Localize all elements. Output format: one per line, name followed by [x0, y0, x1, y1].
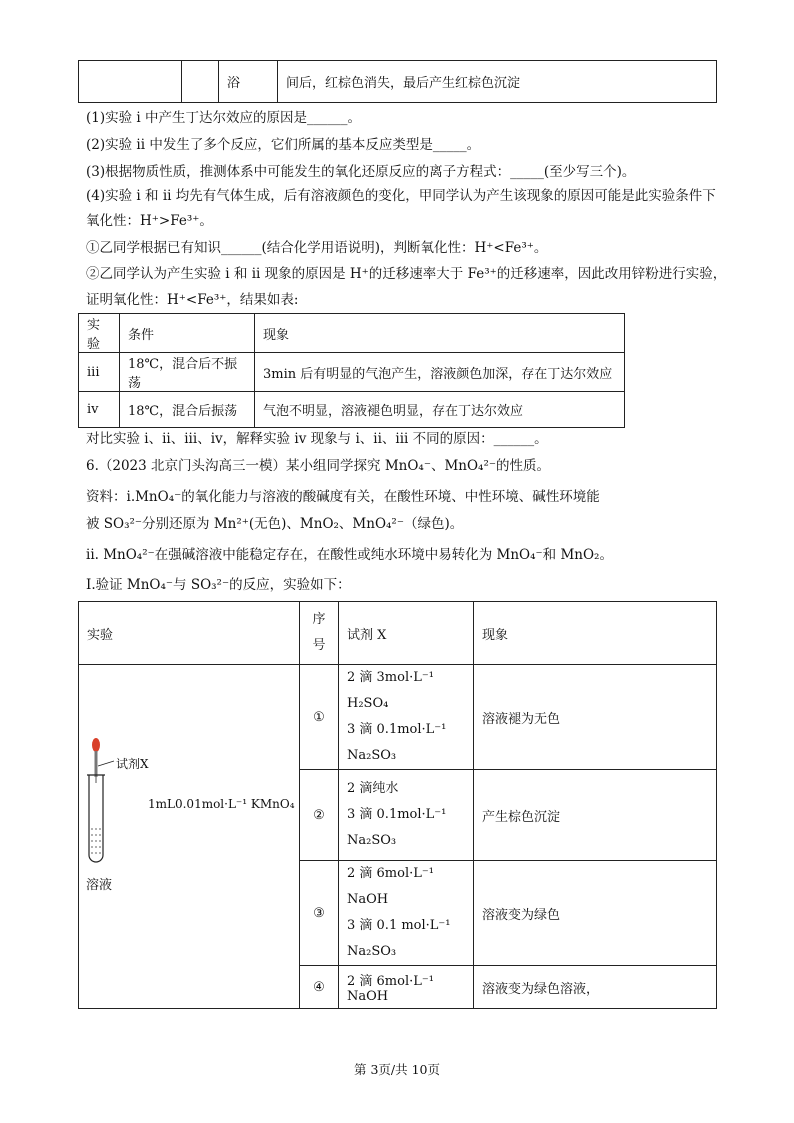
reagent-line: 3 滴 0.1 mol·L⁻¹	[347, 918, 451, 933]
seq-header: 序号	[312, 612, 326, 653]
reagent-line: 3 滴 0.1mol·L⁻¹	[347, 807, 447, 822]
question-2: (2)实验 ii 中发生了多个反应，它们所属的基本反应类型是_____。	[86, 137, 481, 153]
solution-label: 溶液	[86, 878, 113, 893]
reagent-cell: 2 滴 6mol·L⁻¹ NaOH	[339, 966, 474, 1009]
question-4-text: 氧化性：H⁺>Fe³⁺。	[86, 213, 213, 229]
reagent-line: Na₂SO₃	[347, 944, 397, 959]
reagent-line: 2 滴 6mol·L⁻¹ NaOH	[347, 866, 434, 907]
question-4-text: (4)实验 i 和 ii 均先有气体生成，后有溶液颜色的变化，甲同学认为产生该现象的原因可能是此实验条件下	[86, 188, 716, 204]
question-4-sub1: ①乙同学根据已有知识______(结合化学用语说明)，判断氧化性：H⁺<Fe³⁺。	[86, 240, 548, 256]
table-header	[300, 602, 339, 665]
reagent-line: 3 滴 0.1mol·L⁻¹	[347, 722, 447, 737]
reagent-line: 2 滴 3mol·L⁻¹ H₂SO₄	[347, 670, 434, 711]
row-number: ②	[300, 770, 339, 861]
table-row	[79, 392, 625, 428]
table-header-row	[79, 602, 717, 665]
question-1: (1)实验 i 中产生丁达尔效应的原因是______。	[86, 110, 362, 126]
table-cell: 间后，红棕色消失，最后产生红棕色沉淀	[278, 61, 717, 103]
table-cell: 18℃，混合后不振荡	[120, 353, 255, 392]
row-number: ③	[300, 861, 339, 966]
reagent-line: 2 滴纯水	[347, 781, 399, 796]
table-header: 现象	[474, 602, 717, 665]
reference-2: 被 SO₃²⁻分别还原为 Mn²⁺(无色)、MnO₂、MnO₄²⁻（绿色)。	[86, 516, 464, 532]
observation-cell: 溶液变为绿色溶液，	[474, 966, 717, 1009]
table-cell: 18℃，混合后振荡	[120, 392, 255, 428]
table-header: 实验	[79, 314, 120, 353]
table-row	[79, 61, 717, 103]
table-header: 实验	[79, 602, 300, 665]
reagent-cell	[339, 770, 474, 861]
reference-1: 资料：i.MnO₄⁻的氧化能力与溶液的酸碱度有关，在酸性环境、中性环境、碱性环境能	[86, 489, 600, 505]
table-cell	[79, 61, 182, 103]
reference-3: ii. MnO₄²⁻在强碱溶液中能稳定存在，在酸性或纯水环境中易转化为 MnO₄⁻和 MnO₂。	[86, 547, 613, 563]
table-header: 试剂 X	[339, 602, 474, 665]
reagent-line: Na₂SO₃	[347, 748, 397, 763]
table-cell: iii	[79, 353, 120, 392]
table-cell: 气泡不明显，溶液褪色明显，存在丁达尔效应	[255, 392, 625, 428]
question-3: (3)根据物质性质，推测体系中可能发生的氧化还原反应的离子方程式：_____(至少写三个)。	[86, 164, 636, 180]
kmno4-label: 1mL0.01mol·L⁻¹ KMnO₄	[148, 797, 295, 811]
question-4-sub2: ②乙同学认为产生实验 i 和 ii 现象的原因是 H⁺的迁移速率大于 Fe³⁺的迁移速率，因此改用锌粉进行实验，	[86, 266, 727, 282]
row-number: ④	[300, 966, 339, 1009]
table-cell: iv	[79, 392, 120, 428]
observation-cell: 溶液褪为无色	[474, 665, 717, 770]
table-cell: 3min 后有明显的气泡产生，溶液颜色加深，存在丁达尔效应	[255, 353, 625, 392]
conclusion-question: 对比实验 i、ii、iii、iv，解释实验 iv 现象与 i、ii、iii 不同的原因：______。	[86, 431, 548, 447]
row-number: ①	[300, 665, 339, 770]
reagent-cell	[339, 861, 474, 966]
question-6-title: 6.（2023 北京门头沟高三一模）某小组同学探究 MnO₄⁻、MnO₄²⁻的性质。	[86, 458, 550, 474]
observation-cell: 产生棕色沉淀	[474, 770, 717, 861]
test-tube-icon	[86, 735, 296, 905]
test-tube-figure	[86, 735, 296, 909]
question-4-sub2-cont: 证明氧化性：H⁺<Fe³⁺，结果如表:	[86, 292, 299, 308]
table-cell: 浴	[219, 61, 278, 103]
table-header: 现象	[255, 314, 625, 353]
observation-cell: 溶液变为绿色	[474, 861, 717, 966]
part-1-heading: I.验证 MnO₄⁻与 SO₃²⁻的反应，实验如下：	[86, 577, 351, 593]
reagent-line: Na₂SO₃	[347, 833, 397, 848]
reagent-cell	[339, 665, 474, 770]
table-row	[79, 353, 625, 392]
table-cell	[182, 61, 219, 103]
reagent-label: 试剂X	[116, 757, 149, 771]
experiment-table-2	[78, 313, 625, 428]
table-header: 条件	[120, 314, 255, 353]
table-header-row	[79, 314, 625, 353]
top-table	[78, 60, 717, 103]
page-footer: 第 3页/共 10页	[353, 1062, 441, 1077]
